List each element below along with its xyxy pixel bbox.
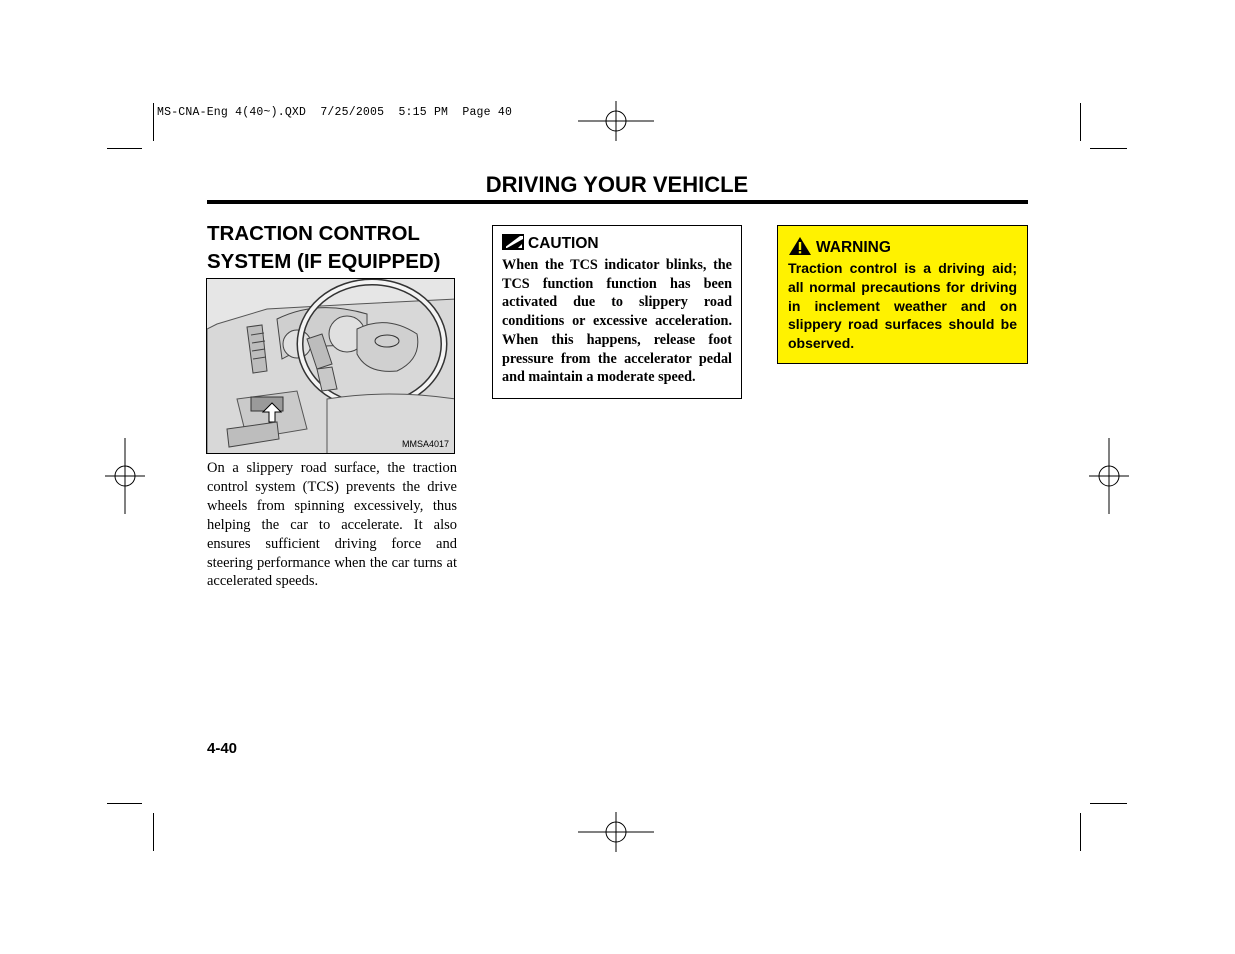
registration-mark-icon: [105, 438, 145, 514]
caution-heading: [502, 234, 732, 254]
crop-mark: [153, 813, 154, 851]
body-paragraph: On a slippery road surface, the traction control system (TCS) prevents the drive wheels from spinning excessively, thus helping the car to accelerate. It also ensures sufficient driving force and steering performance when the car turns at accelerated speeds.: [207, 460, 457, 590]
crop-mark: [107, 803, 142, 804]
registration-mark-icon: [578, 812, 654, 852]
section-title: [207, 220, 467, 276]
registration-mark-icon: [1089, 438, 1129, 514]
chapter-header: DRIVING YOUR VEHICLE: [485, 172, 749, 197]
section-title-line: TRACTION CONTROL: [207, 222, 420, 245]
figure-code: MMSA4017: [401, 439, 449, 449]
warning-label: WARNING: [816, 239, 891, 256]
dashboard-drawing: [207, 279, 455, 454]
print-slug: MS-CNA-Eng 4(40~).QXD 7/25/2005 5:15 PM Page 40: [157, 106, 513, 119]
header-rule: [207, 200, 1028, 204]
crop-mark: [1090, 148, 1127, 149]
warning-heading: [788, 237, 1017, 259]
crop-mark: [1080, 813, 1081, 851]
warning-triangle-icon: [788, 236, 812, 261]
warning-text: Traction control is a driving aid; all normal precautions for driving in inclement weather and on slippery road surfaces should be observed.: [788, 260, 1017, 352]
crop-mark: [107, 148, 142, 149]
caution-label: CAUTION: [528, 235, 599, 252]
crop-mark: [1080, 103, 1081, 141]
caution-icon: [502, 234, 524, 255]
crop-mark: [153, 103, 154, 141]
page-number: 4-40: [207, 740, 238, 757]
caution-box: [492, 225, 742, 399]
section-title-line: SYSTEM (IF EQUIPPED): [207, 250, 441, 273]
warning-box: [777, 225, 1028, 364]
dashboard-illustration: [206, 278, 455, 454]
registration-mark-icon: [578, 101, 654, 141]
crop-mark: [1090, 803, 1127, 804]
caution-text: When the TCS indicator blinks, the TCS function function has been activated due to slippery road conditions or excessive acceleration. When this happens, release foot pressure from the accelerator pedal and maintain a moderate speed.: [502, 257, 732, 386]
